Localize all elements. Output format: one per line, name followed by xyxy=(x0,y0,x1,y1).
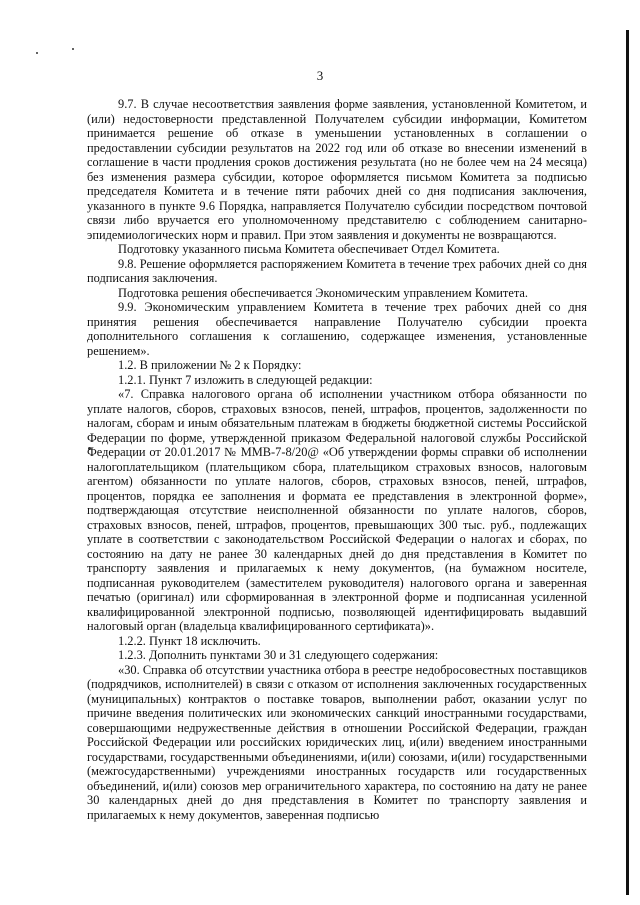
paragraph-9-9: 9.9. Экономическим управлением Комитета в течение трех рабочих дней со дня принятия решения обеспечивается направление Получателю субсидии проекта дополнительного соглашения к соглашению, содержащее изменения, установленные решением». xyxy=(87,300,587,358)
document-body xyxy=(87,97,587,822)
paragraph-1-2-1: 1.2.1. Пункт 7 изложить в следующей редакции: xyxy=(118,372,373,387)
paragraph-1-2-3: 1.2.3. Дополнить пунктами 30 и 31 следующего содержания: xyxy=(118,648,439,662)
paragraph-9-8: 9.8. Решение оформляется распоряжением Комитета в течение трех рабочих дней со дня подписания заключения. xyxy=(87,256,587,285)
paragraph-1-2: 1.2. В приложении № 2 к Порядку: xyxy=(118,358,302,372)
paragraph-letter-preparation: Подготовку указанного письма Комитета обеспечивает Отдел Комитета. xyxy=(118,242,500,256)
scan-speck xyxy=(72,48,74,50)
paragraph-1-2-2: 1.2.2. Пункт 18 исключить. xyxy=(118,633,261,648)
paragraph-item-30: «30. Справка об отсутствии участника отбора в реестре недобросовестных поставщиков (подрядчиков, исполнителей) в связи с отказом от исполнения заключенных государственных (муниципальных) контрактов о поставке товаров, выполнении работ, оказании услуг по причине введения политических или экономических санкций иностранными государствами, совершающими недружественные действия в отношении Российской Федерации, граждан Российской Федерации или российских юридических лиц, и(или) введением иностранными государствами, государственными объединениями, и(или) союзами, и(или) государственными (межгосударственными) учреждениями иностранных государств или государственных объединений, и(или) союзов мер ограничительного характера, по состоянию на дату не ранее 30 календарных дней до дня представления в Комитет по транспорту заявления и прилагаемых к нему документов, заверенная подписью xyxy=(87,662,587,822)
paragraph-item-7: «7. Справка налогового органа об исполнении участником отбора обязанности по уплате налогов, сборов, страховых взносов, пеней, штрафов, процентов, задолженности по налогам, сборам и иным обязательным платежам в бюджеты бюджетной системы Российской Федерации по форме, утвержденной приказом Федеральной налоговой службы Российской Федерации от 20.01.2017 № ММВ-7-8/20@ «Об утверждении формы справки об исполнении налогоплательщиком (плательщиком сбора, плательщиком страховых взносов, налоговым агентом) обязанности по уплате налогов, сборов, страховых взносов, пеней, штрафов, процентов, порядка ее заполнения и формата ее представления в электронной форме», подтверждающая отсутствие неисполненной обязанности по уплате налогов, сборов, страховых взносов, пеней, штрафов, процентов, превышающих 300 тыс. руб., подлежащих уплате в соответствии с законодательством Российской Федерации о налогах и сборах, по состоянию на дату не ранее 30 календарных дней до дня представления в Комитет по транспорту заявления и прилагаемых к нему документов, (на бумажном носителе, подписанная руководителем (заместителем руководителя) налогового органа и заверенная печатью (оригинал) или сформированная в электронной форме и подписанная усиленной квалифицированной электронной подписью, позволяющей идентифицировать выдавший налоговый орган (владельца квалифицированного сертификата)». xyxy=(87,387,587,633)
paragraph-9-7: 9.7. В случае несоответствия заявления форме заявления, установленной Комитетом, и (или) недостоверности представленной Получателем субсидии информации, Комитетом принимается решение об отказе в уменьшении установленных в соглашении о предоставлении субсидии результатов на 2022 год или об отказе во внесении изменений в соглашение в части продления сроков достижения результата (но не более чем на 24 месяца) без изменения размера субсидии, которое оформляется письмом Комитета за подписью председателя Комитета и в течение пяти рабочих дней со дня подписания заключения, указанного в пункте 9.6 Порядка, направляется Получателю субсидии посредством почтовой связи либо вручается его уполномоченному представителю с соблюдением санитарно-эпидемиологических норм и правил. При этом заявления и документы не возвращаются. xyxy=(87,97,587,242)
paragraph-decision-preparation: Подготовка решения обеспечивается Экономическим управлением Комитета. xyxy=(118,285,528,300)
scan-edge-line xyxy=(626,30,629,895)
scan-speck xyxy=(36,52,38,54)
page-number: 3 xyxy=(316,68,324,83)
